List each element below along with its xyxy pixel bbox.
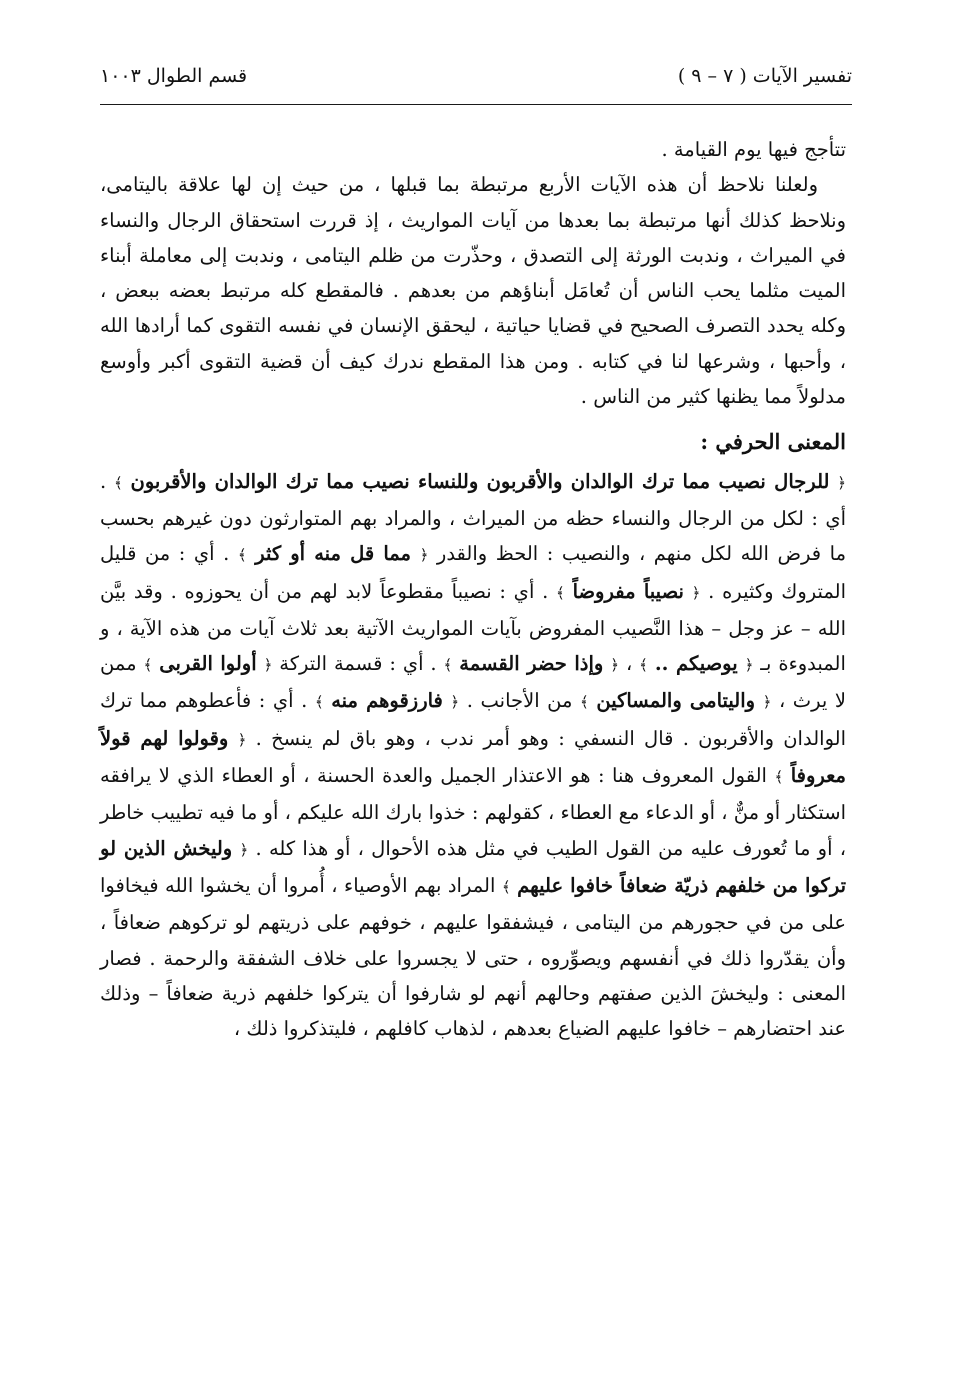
verse-close-bracket: ﴾ [113, 473, 123, 492]
section-heading: المعنى الحرفي : [700, 429, 846, 455]
page-header [100, 58, 852, 94]
header-part-and-page-number: قسم الطوال ١٠٠٣ [100, 65, 248, 87]
verse-close-bracket: ﴾ [556, 583, 565, 602]
verse-quote-3: نصيباً مفروضاً [572, 579, 684, 603]
explanation-text-9: القول المعروف هنا : هو الاعتذار الجميل والعدة الحسنة ، أو العطاء الذي لا يرافقه استكثار أو منٌّ ، أو الدعاء مع العطاء ، كقولهم : خذوا بارك الله عليكم ، أو ما فيه تطييب خاطر ، أو ما تُعورف عليه من القول الطيب في مثل هذه الأحوال ، أو هذا كله . [100, 764, 847, 860]
explanation-text-1: . أي : لكل من الرجال والنساء حظه من الميراث ، والمراد بهم المتوارثون دون غيرهم بحسب ما فرض الله لكل منهم ، والنصيب : الحظ والقدر [100, 469, 847, 566]
verse-close-bracket: ﴾ [443, 656, 453, 675]
verse-quote-9: وقولوا لهم قولاً معروفاً [100, 726, 846, 788]
verse-close-bracket: ﴾ [314, 693, 324, 712]
verse-open-bracket: ﴿ [610, 656, 620, 675]
explanation-text-7: من الأجانب . [466, 689, 573, 713]
verse-quote-8: فارزقوهم منه [331, 689, 443, 713]
verse-close-bracket: ﴾ [639, 656, 648, 675]
verse-open-bracket: ﴿ [762, 693, 772, 712]
verse-close-bracket: ﴾ [580, 693, 589, 712]
verse-quote-2: مما قل منه أو كثر [255, 542, 412, 566]
explanation-text-6: ممن لا يرث ، [100, 652, 846, 713]
verse-quote-10: وليخش الذين لو تركوا من خلفهم ذريّة ضعافاً خافوا عليهم [100, 836, 847, 897]
verse-quote-4: يوصيكم .. [654, 652, 738, 676]
explanation-text-10: المراد بهم الأوصياء ، أُمروا أن يخشوا الله فيخافوا على من في حجورهم من اليتامى ، فيشفقوا عليهم ، خوفهم على ذريتهم لو تركوهم ضعافاً ، وأن يقدّروا ذلك في أنفسهم ويصوِّروه ، حتى لا يجسروا على خلاف الشفقة والرحمة . فصار المعنى : وليخشَ الذين صفتهم وحالهم أنهم لو شارفوا أن يتركوا خلفهم ذرية ضعافاً – وذلك عند احتضارهم – خافوا عليهم الضياع بعدهم ، لذهاب كافلهم ، فليتذكروا ذلك ، [100, 873, 846, 1041]
explanation-text-3: . أي : نصيباً مقطوعاً لابد لهم من أن يحوزوه . وقد بيَّن الله – عز وجل – هذا النَّصيب المفروض بآيات المواريث الآتية بعد ثلاث آيات من هذه الآية ، و المبدوءة بـ [100, 579, 846, 676]
literal-meaning-paragraph [100, 464, 846, 1047]
header-divider [100, 104, 852, 105]
verse-quote-5: وإذا حضر القسمة [459, 652, 604, 676]
explanation-text-5: . أي : قسمة التركة [279, 652, 437, 676]
intro-paragraph: ولعلنا نلاحظ أن هذه الآيات الأربع مرتبطة بما قبلها ، من حيث إن لها علاقة باليتامى، ونلاحظ كذلك أنها مرتبطة بما بعدها من آيات المواريث ، إذ قررت استحقاق الرجال والنساء في الميراث ، وندبت الورثة إلى التصدق ، وحذّرت من ظلم اليتامى ، وندبت إلى معاملة أبناء الميت مثلما يحب الناس أن تُعامَل أبناؤهم من بعدهم . فالمقطع كله مرتبط بعضه ببعض ، وكله يحدد التصرف الصحيح في قضايا حياتية ، ليحقق الإنسان في نفسه التقوى كما أرادها الله ، وأحبها ، وشرعها لنا في كتابه . ومن هذا المقطع ندرك كيف أن قضية التقوى أكبر وأوسع مدلولاً مما يظنها كثير من الناس . [100, 173, 846, 409]
verse-close-bracket: ﴾ [237, 546, 247, 565]
verse-open-bracket: ﴿ [691, 583, 701, 602]
verse-close-bracket: ﴾ [774, 768, 784, 787]
verse-close-bracket: ﴾ [143, 656, 153, 675]
explanation-text-2: . أي : من قليل المتروك وكثيره . [100, 542, 847, 603]
verse-open-bracket: ﴿ [450, 693, 460, 712]
verse-close-bracket: ﴾ [501, 877, 511, 896]
verse-quote-6: أولوا القربى [159, 652, 257, 676]
verse-open-bracket: ﴿ [263, 656, 273, 675]
page-body [100, 132, 846, 1046]
verse-open-bracket: ﴿ [239, 840, 249, 859]
verse-quote-7: واليتامى والمساكين [596, 689, 756, 713]
verse-open-bracket: ﴿ [837, 473, 847, 492]
verse-open-bracket: ﴿ [237, 730, 247, 749]
header-section-title: تفسير الآيات ( ٧ – ٩ ) [677, 65, 852, 87]
explanation-text-4: ، [625, 652, 633, 676]
verse-open-bracket: ﴿ [419, 546, 429, 565]
verse-open-bracket: ﴿ [744, 656, 754, 675]
opening-line: تتأجج فيها يوم القيامة . [661, 138, 846, 161]
verse-quote-1: للرجال نصيب مما ترك الوالدان والأقربون وللنساء نصيب مما ترك الوالدان والأقربون [130, 469, 830, 493]
explanation-text-8: . أي : فأعطوهم مما ترك الوالدان والأقربون . قال النسفي : وهو أمر ندب ، وهو باق لم ينسخ . [100, 689, 847, 750]
